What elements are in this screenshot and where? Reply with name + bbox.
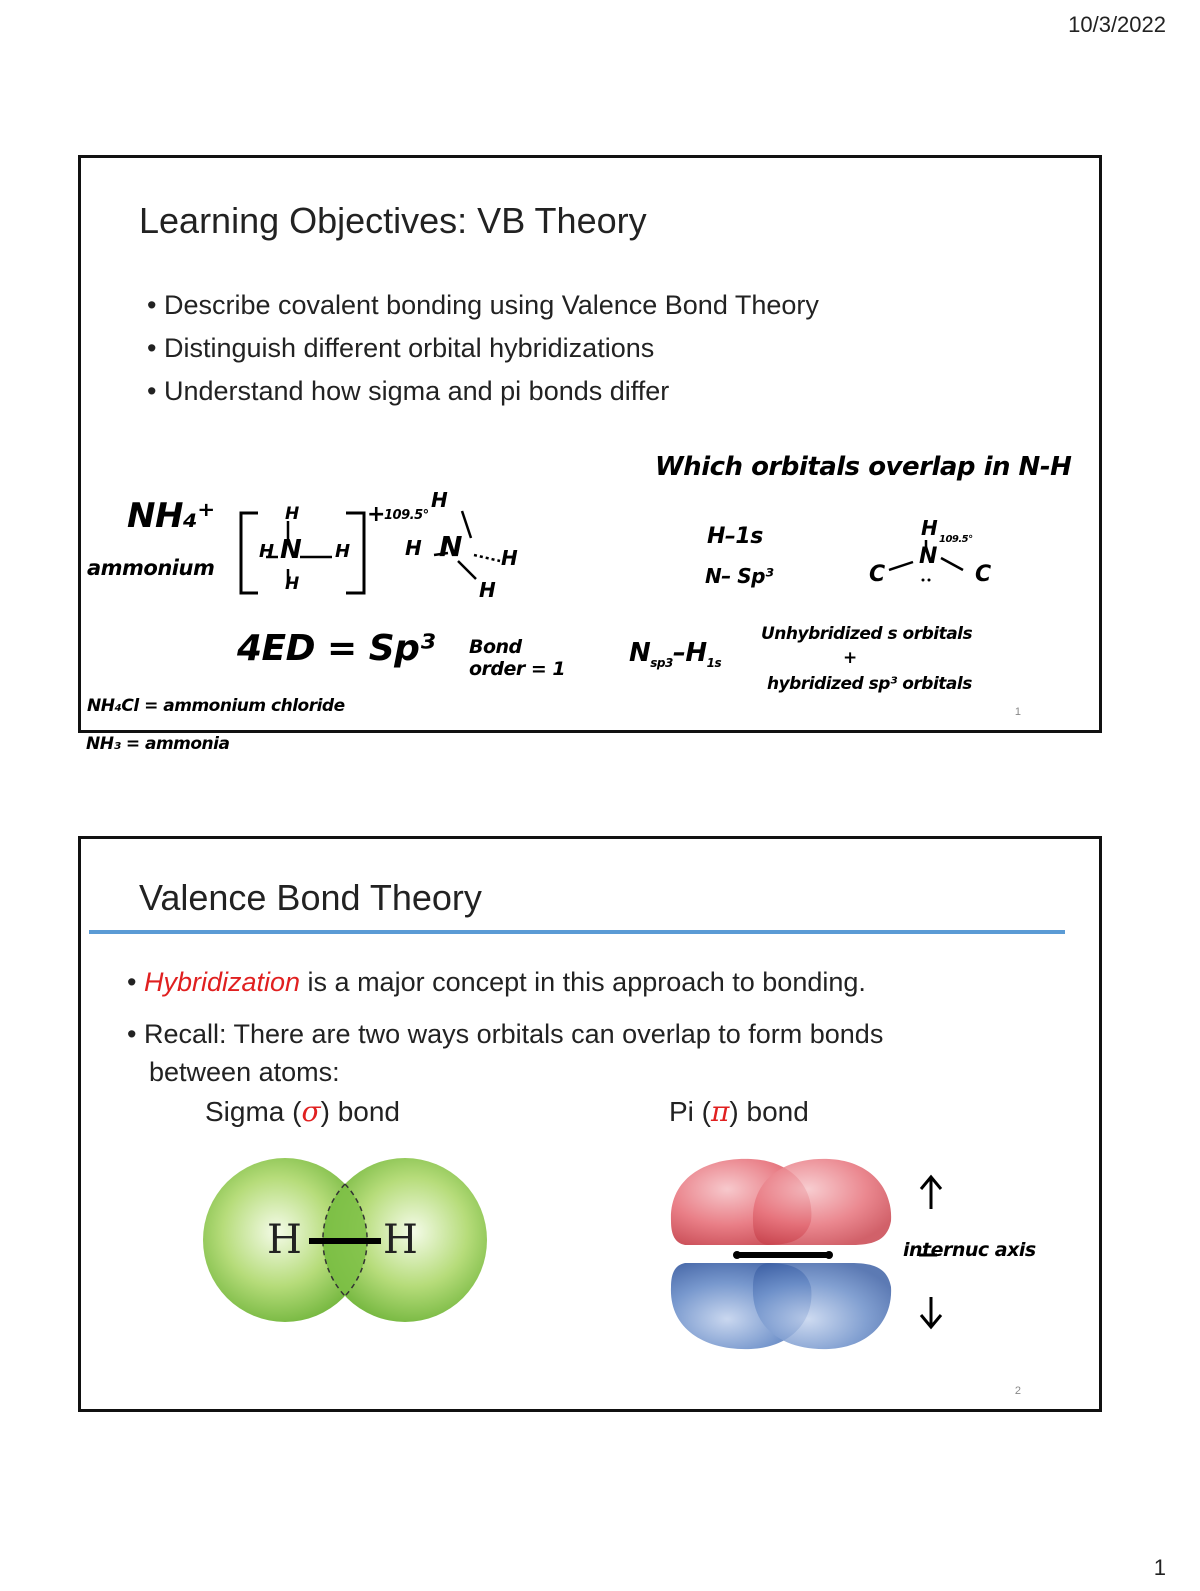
h-atom-2-left: H (405, 536, 422, 560)
ammonia-note: NH₃ = ammonia (86, 734, 230, 754)
plus-note: + (843, 648, 857, 668)
slide-number: 1 (1014, 706, 1021, 718)
hybridized-note: hybridized sp³ orbitals (767, 674, 972, 694)
internuclear-axis-note: internuc axis (903, 1239, 1036, 1261)
page-date: 10/3/2022 (1068, 12, 1166, 37)
n-sp3-h-1s-note (629, 638, 721, 670)
bullet-text: is a major concept in this approach to bonding. (300, 967, 866, 997)
pi-symbol: π (711, 1095, 730, 1128)
n-atom: N (280, 535, 302, 565)
slide-number: 2 (1014, 1385, 1021, 1397)
h-atom-left: H (267, 1217, 302, 1263)
charge-note: + (367, 502, 385, 527)
pi-bond-label (669, 1095, 809, 1128)
hybridization-emphasis: Hybridization (143, 967, 301, 997)
bullet-item: • Distinguish different orbital hybridizations (147, 333, 819, 364)
bullet-item: • Describe covalent bonding using Valence Bond Theory (147, 290, 819, 321)
slide-2 (78, 836, 1102, 1412)
c-right-note: C (975, 562, 991, 587)
h-subscript: 1s (706, 656, 722, 671)
h-atom-2-top: H (431, 488, 448, 512)
electron-domain-note: 4ED = Sp³ (237, 628, 435, 669)
pi-label-post: ) bond (729, 1096, 809, 1127)
bullet-recall: • Recall: There are two ways orbitals can overlap to form bonds between atoms: (127, 1019, 884, 1087)
slide-title: Learning Objectives: VB Theory (139, 200, 647, 241)
h-atom-right: H (383, 1217, 418, 1263)
sigma-label-pre: Sigma ( (205, 1096, 302, 1127)
n-subscript: sp3 (650, 656, 673, 671)
page-number: 1 (1153, 1555, 1166, 1580)
bond-order-note: Bond order = 1 (469, 636, 566, 680)
question-note: Which orbitals overlap in N-H (655, 452, 1072, 482)
sigma-label-post: ) bond (320, 1096, 400, 1127)
bullet-hybridization: • Hybridization is a major concept in this approach to bonding. (127, 967, 866, 997)
h-atom-right: H (335, 541, 350, 562)
h-atom-3: H (921, 516, 938, 540)
pi-label-pre: Pi ( (669, 1096, 711, 1127)
h-atom-bottom: H (285, 574, 299, 594)
slide-title: Valence Bond Theory (139, 877, 482, 918)
sigma-bond-diagram (199, 1155, 499, 1325)
sigma-bond-label (205, 1095, 400, 1128)
pi-bond-diagram (665, 1149, 905, 1359)
h-1s-note: H–1s (707, 524, 763, 549)
ammonium-note: ammonium (87, 556, 215, 580)
objectives-list (147, 290, 819, 419)
n-symbol: N (629, 638, 651, 668)
n-sp3-note: N– Sp³ (705, 564, 774, 588)
h-atom-2-right: H (501, 546, 518, 570)
nh4-note: NH₄⁺ (127, 496, 215, 536)
sigma-symbol: σ (301, 1095, 321, 1128)
unhybridized-note: Unhybridized s orbitals (761, 624, 973, 644)
angle-note: 109.5° (384, 508, 429, 523)
bullet-item: • Understand how sigma and pi bonds differ (147, 376, 819, 407)
title-underline (89, 930, 1065, 934)
n-atom-3: N (919, 544, 937, 569)
slide-1 (78, 155, 1102, 733)
bullet-text: Recall: There are two ways orbitals can overlap to form bonds between atoms: (143, 1019, 884, 1087)
n-atom-2: N (439, 530, 462, 563)
h-atom-left: H (259, 541, 274, 562)
c-left-note: C (869, 562, 885, 587)
h-atom-top: H (285, 504, 299, 524)
h-symbol: –H (672, 638, 707, 668)
angle-note-2: 109.5° (939, 534, 973, 545)
h-atom-2-bottom: H (479, 578, 496, 602)
ammonium-chloride-note: NH₄Cl = ammonium chloride (87, 696, 345, 716)
